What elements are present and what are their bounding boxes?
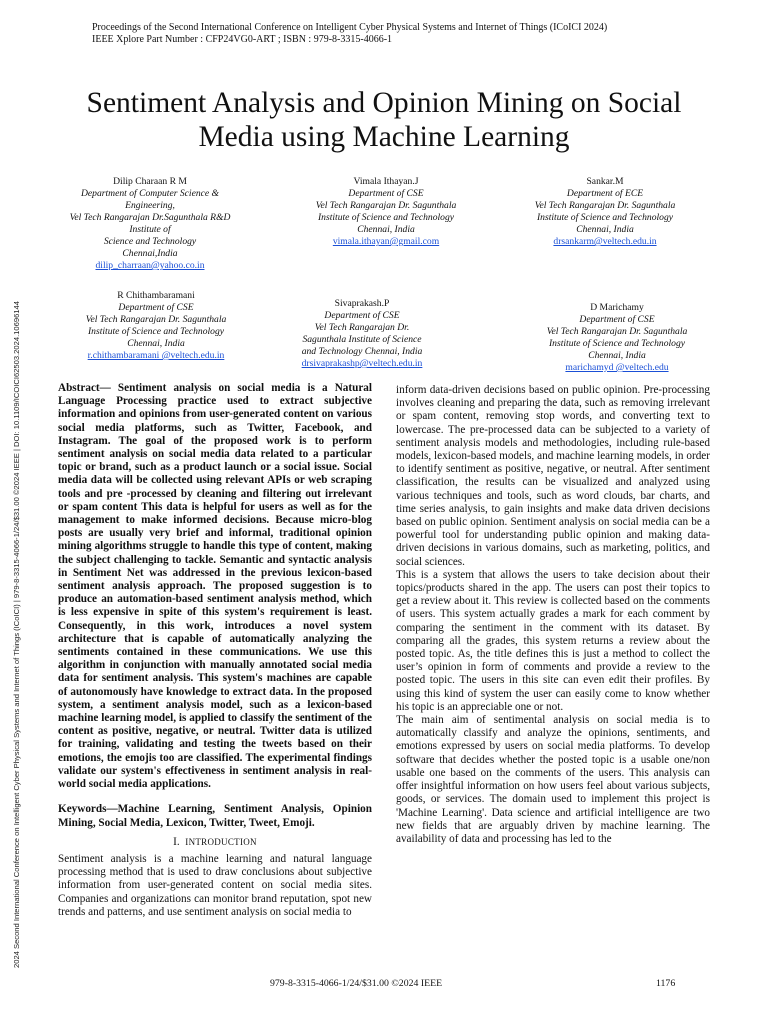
- author-affiliation: Sagunthala Institute of Science: [302, 334, 422, 345]
- paper-title-line-2: Media using Machine Learning: [198, 121, 570, 153]
- author-email-link[interactable]: marichamyd @veltech.edu: [565, 362, 669, 373]
- author-affiliation: Vel Tech Rangarajan Dr. Sagunthala: [534, 200, 676, 211]
- left-column: [58, 382, 372, 919]
- author-email-link[interactable]: drsivaprakashp@veltech.edu.in: [301, 358, 423, 369]
- author-block-6: [530, 302, 704, 374]
- author-affiliation: Vel Tech Rangarajan Dr.: [314, 322, 410, 333]
- author-affiliation: Chennai,India: [122, 248, 178, 259]
- author-affiliation: Department of CSE: [324, 310, 400, 321]
- author-name: Vimala Ithayan.J: [353, 176, 419, 187]
- paper-title: [40, 86, 728, 154]
- section-title: INTRODUCTION: [185, 836, 257, 847]
- author-affiliation: Engineering,: [125, 200, 175, 211]
- section-heading-introduction: [58, 836, 372, 849]
- page-number: 1176: [656, 978, 676, 989]
- running-header: [92, 22, 607, 46]
- running-header-line-2: IEEE Xplore Part Number : CFP24VG0-ART ; ISBN : 979-8-3315-4066-1: [92, 34, 393, 45]
- author-block-2: [292, 176, 480, 248]
- author-name: Sivaprakash.P: [334, 298, 390, 309]
- author-affiliation: Vel Tech Rangarajan Dr.Sagunthala R&D: [69, 212, 231, 223]
- author-affiliation: Science and Technology: [103, 236, 197, 247]
- author-affiliation: Vel Tech Rangarajan Dr. Sagunthala: [315, 200, 457, 211]
- author-block-4: [66, 290, 246, 362]
- abstract: Abstract— Sentiment analysis on social media is a Natural Language Processing practice used to extract subjective information and opinions from user-generated content on various social media platforms, such as Twitter, Facebook, and Instagram. The goal of the proposed work is to perform sentiment analysis on social media data related to a particular topic or brand, such as a product launch or a social issue. Social media data will be collected using relevant APIs or web scraping tools and pre -processed by cleaning and filtering out irrelevant or spam content This data is helpful for users as well as for the management to make informed decisions. Because micro-blog posts are usually very brief and informal, traditional opinion mining algorithms struggle to handle this type of content, making the subject challenging to tackle. Semantic and syntactic analysis in Sentiment Net was addressed in the previous lexicon-based sentiment analysis approach. The proposed suggestion is to produce an automation-based sentiment analysis method, which is less expensive in spite of this system's requirement is least. Consequently, in this work, introduces a novel system architecture that is capable of automatically analyzing the sentiments contained in these communications. We use this algorithm in conjunction with manually annotated social media data for sentiment analysis. This system's machines are capable of autonomously have knowledge to extract data. In the proposed system, a sentiment analysis model, such as a lexicon-based machine learning model, is applied to classify the sentiment of the content as positive, negative, or neutral. Twitter data is utilized for training, validating and testing the tweets based on their emotions, the emojis too are classified. The experimental findings validate our system's effectiveness in sentiment analysis in real-world social media applications.: [58, 382, 372, 791]
- author-affiliation: Department of ECE: [566, 188, 644, 199]
- author-affiliation: Institute of Science and Technology: [548, 338, 686, 349]
- body-paragraph-2: This is a system that allows the users to take decision about their topics/products shared in the app. The users can post their topics to get a review about it. This review is collected based on the comments of users. This system actually grades a mark for each comment by comparing the sentiment in the comment with its dataset. By comparing all the grades, this system returns a review about the posted topic. As, the title defines this is just a method to collect the user’s opinion in form of comments and provide a review to the posted topic. The users in this site can even edit their profiles. By using this kind of system the user can easily come to know whether his topic is an appreciable one or not.: [396, 568, 710, 713]
- author-block-5: [274, 298, 450, 370]
- author-affiliation: Department of CSE: [579, 314, 655, 325]
- author-email-link[interactable]: vimala.ithayan@gmail.com: [332, 236, 440, 247]
- keywords: Keywords—Machine Learning, Sentiment Analysis, Opinion Mining, Social Media, Lexicon, Twitter, Tweet, Emoji.: [58, 803, 372, 829]
- body-paragraph-3: The main aim of sentimental analysis on social media is to automatically classify and analyze the opinions, sentiments, and emotions expressed by users on social media platforms. To develop software that decides whether the posted topic is a usable one/non usable one based on the comments of the users. This analysis can offer insightful information on how users feel about various subjects, goods, or services. The domain used to implement this project is 'Machine Learning'. Data science and artificial intelligence are two new fields that are arguably driven by machine learning. The availability of data and processing has led to the: [396, 714, 710, 845]
- author-affiliation: Department of CSE: [348, 188, 424, 199]
- author-name: R Chithambaramani: [117, 290, 195, 301]
- author-affiliation: and Technology Chennai, India: [301, 346, 423, 357]
- section-number: I.: [173, 835, 180, 848]
- author-affiliation: Institute of Science and Technology: [317, 212, 455, 223]
- author-block-3: [522, 176, 688, 248]
- author-affiliation: Institute of Science and Technology: [536, 212, 674, 223]
- right-column: [396, 384, 710, 846]
- author-affiliation: Vel Tech Rangarajan Dr. Sagunthala: [546, 326, 688, 337]
- author-email-link[interactable]: dilip_charraan@yahoo.co.in: [95, 260, 205, 271]
- body-paragraph-1: inform data-driven decisions based on public opinion. Pre-processing involves cleaning and preparing the data, such as removing irrelevant or spam content, removing stop words, and converting text to lowercase. The pre-processed data can be subjected to a variety of sentiment analysis models and methodologies, including rule-based models, lexicon-based models, and machine learning models, in order to identify sentiment as positive, negative, or neutral. After sentiment classification, the results can be visualized and analyzed using various techniques and tools, such as word clouds, bar charts, and time series analysis, to gain insights and make data driven decisions based on public opinion. Sentiment analysis on social media can be a powerful tool for understanding public opinion and making data-driven decisions in various domains, such as marketing, politics, and social sciences.: [396, 384, 710, 568]
- running-header-line-1: Proceedings of the Second International Conference on Intelligent Cyber Physical Systems and Internet of Things (ICoICI 2024): [92, 22, 608, 33]
- author-email-link[interactable]: r.chithambaramani @veltech.edu.in: [87, 350, 225, 361]
- author-name: Sankar.M: [586, 176, 624, 187]
- author-email-link[interactable]: drsankarm@veltech.edu.in: [553, 236, 657, 247]
- author-affiliation: Department of CSE: [118, 302, 194, 313]
- author-name: D Marichamy: [590, 302, 644, 313]
- author-affiliation: Institute of Science and Technology: [87, 326, 225, 337]
- paper-title-line-1: Sentiment Analysis and Opinion Mining on Social: [86, 87, 682, 119]
- author-name: Dilip Charaan R M: [113, 176, 187, 187]
- author-affiliation: Vel Tech Rangarajan Dr. Sagunthala: [85, 314, 227, 325]
- author-affiliation: Chennai, India: [576, 224, 634, 235]
- footer-copyright: 979-8-3315-4066-1/24/$31.00 ©2024 IEEE: [270, 978, 443, 989]
- author-affiliation: Chennai, India: [127, 338, 185, 349]
- author-affiliation: Chennai, India: [357, 224, 415, 235]
- doi-sidebar: 2024 Second International Conference on Intelligent Cyber Physical Systems and Internet of Things (ICoICI) | 979-8-3315-4066-1/24/$31.00 ©2024 IEEE | DOI: 10.1109/ICOICI62503.2024.10696144: [12, 301, 21, 968]
- author-affiliation: Department of Computer Science &: [80, 188, 219, 199]
- author-block-1: [52, 176, 248, 272]
- author-affiliation: Institute of: [129, 224, 171, 235]
- author-affiliation: Chennai, India: [588, 350, 646, 361]
- intro-paragraph: Sentiment analysis is a machine learning and natural language processing method that is used to draw conclusions about subjective information from user-generated content on social media sites. Companies and organizations can monitor brand reputation, spot new trends and patterns, and use sentiment analysis on social media to: [58, 852, 372, 918]
